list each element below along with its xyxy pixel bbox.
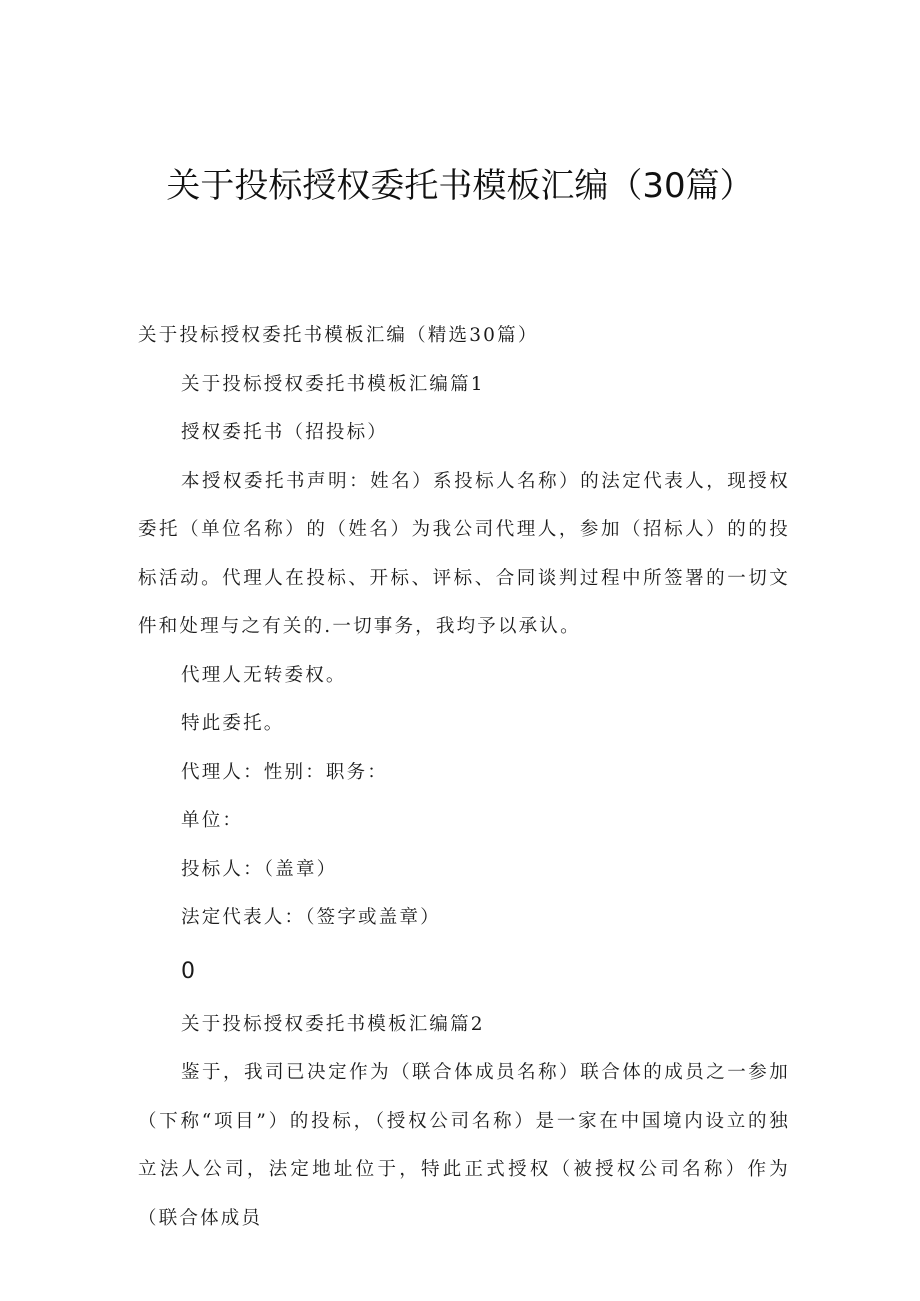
- section-1-bidder-line: 投标人：（盖章）: [181, 858, 338, 880]
- section-1-no-transfer: 代理人无转委权。: [181, 664, 347, 686]
- section-1-hereby: 特此委托。: [181, 713, 285, 734]
- section-2-body: 鉴于，我司已决定作为（联合体成员名称）联合体的成员之一参加（下称“项目”）的投标，（授权公司名称）是一家在中国境内设立的独立法人公司，法定地址位于，特此正式授权（被授权公司名称）作为（联合体成员: [138, 1062, 790, 1229]
- section-1-unit-line: 单位：: [181, 810, 244, 831]
- document-subtitle: 关于投标授权委托书模板汇编（精选30篇）: [138, 325, 539, 346]
- document-body: [138, 312, 790, 1243]
- section-1-heading: 关于投标授权委托书模板汇编篇1: [181, 373, 485, 395]
- section-1-agent-line: 代理人：性别：职务：: [181, 761, 389, 783]
- section-1-date-placeholder: 0: [181, 958, 195, 984]
- section-1-legal-rep-line: 法定代表人：（签字或盖章）: [181, 907, 441, 928]
- section-2-heading: 关于投标授权委托书模板汇编篇2: [181, 1013, 485, 1035]
- section-1-doc-title: 授权委托书（招投标）: [181, 422, 389, 443]
- section-1-body: 本授权委托书声明：姓名）系投标人名称）的法定代表人，现授权委托（单位名称）的（姓名）为我公司代理人，参加（招标人）的的投标活动。代理人在投标、开标、评标、合同谈判过程中所签署的一切文件和处理与之有关的.一切事务，我均予以承认。: [138, 470, 790, 637]
- document-title: 关于投标授权委托书模板汇编（30篇）: [166, 166, 754, 206]
